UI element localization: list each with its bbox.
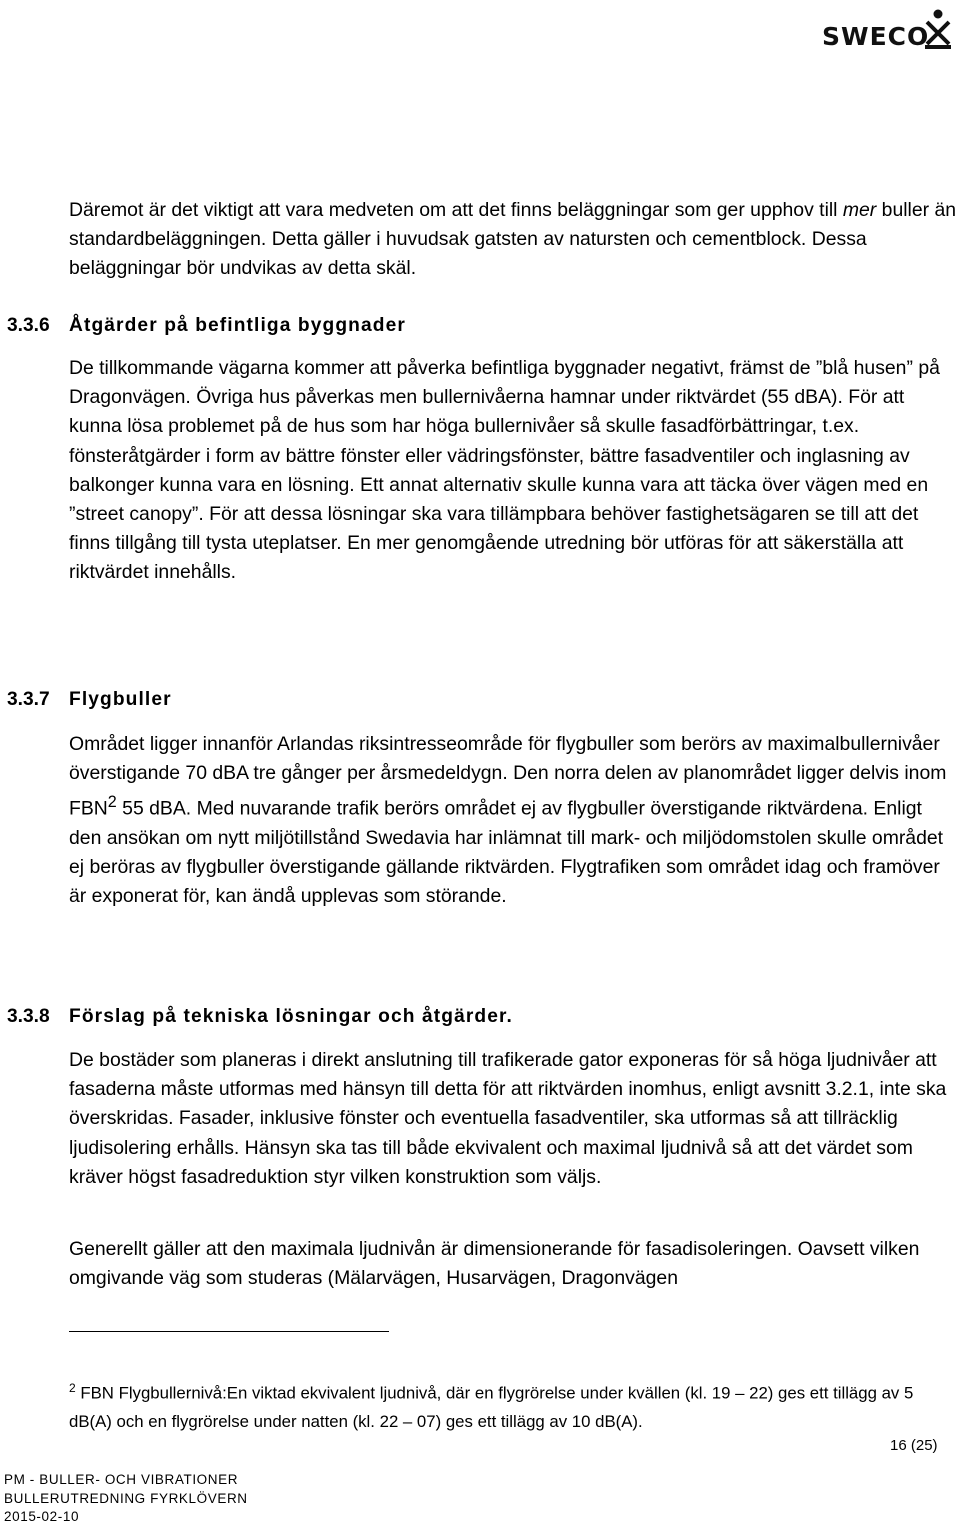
sweco-logo [822,8,958,52]
section-3-3-6-paragraph: De tillkommande vägarna kommer att påverka befintliga byggnader negativt, främst de ”blå husen” på Dragonvägen. Övriga hus påverkas men bullernivåerna hamnar under riktvärdet (55 dBA). För att kunna lösa problemet på de hus som har höga bullernivåer så skulle fasadförbättringar, t.ex. fönsteråtgärder i form av bättre fönster eller vädringsfönster, bättre fasadventiler och inglasning av balkonger kunna vara en lösning. Ett annat alternativ skulle kunna vara att täcka över vägen med en ”street canopy”. För att dessa lösningar ska vara tillämpbara behöver fastighetsägaren se till att det finns tillgång till tysta uteplatser. En mer genomgående utredning bör utföras för att säkerställa att riktvärdet innehålls. [69,357,940,584]
footnote [69,1374,959,1436]
footer-report-name: BULLERUTREDNING FYRKLÖVERN [4,1491,248,1506]
footnote-reference: 2 [107,793,117,812]
section-3-3-8-paragraph-2: Generellt gäller att den maximala ljudnivån är dimensionerande för fasadisoleringen. Oavsett vilken omgivande väg som studeras (Mälarvägen, Husarvägen, Dragonvägen [69,1238,920,1290]
footnote-separator [69,1331,389,1332]
sweco-logo-icon [919,8,957,50]
section-number: 3.3.7 [7,689,50,710]
flygbuller-text-start: Området ligger innanför Arlandas riksintresseområde för flygbuller som berörs av maximalbullernivåer överstigande 70 dBA tre gånger per årsmedeldygn. Den norra delen av planområdet ligger delvis inom FBN [69,733,947,820]
section-number: 3.3.8 [7,1006,50,1027]
intro-paragraph [69,196,959,284]
footnote-marker: 2 [69,1381,76,1395]
flygbuller-text-end: 55 dBA. Med nuvarande trafik berörs området ej av flygbuller överstigande riktvärdena. Enligt den ansökan om nytt miljötillstånd Swedavia har inlämnat till mark- och miljödomstolen skulle området ej beröras av flygbuller överstigande gällande riktvärden. Flygtrafiken som området idag och framöver är exponerat för, kan ändå upplevas som störande. [69,797,944,908]
footer-document-title: PM - BULLER- OCH VIBRATIONER [4,1472,239,1487]
page-number: 16 (25) [890,1437,938,1454]
section-3-3-7-paragraph [69,730,959,912]
section-title: Flygbuller [69,689,172,710]
section-heading-3-3-6 [7,314,406,338]
section-number: 3.3.6 [7,315,50,336]
intro-text-end: buller än standardbeläggningen. Detta gäller i huvudsak gatsten av natursten och cementblock. Dessa beläggningar bör undvikas av detta skäl. [69,199,957,280]
section-heading-3-3-7 [7,688,172,712]
footer-date: 2015-02-10 [4,1509,80,1524]
section-heading-3-3-8 [7,1005,513,1029]
intro-emphasis: mer [842,199,877,221]
intro-text-start: Däremot är det viktigt att vara medveten om att det finns beläggningar som ger upphov till [69,199,843,221]
section-title: Åtgärder på befintliga byggnader [69,315,406,336]
section-title: Förslag på tekniska lösningar och åtgärder. [69,1006,513,1027]
footnote-text: FBN Flygbullernivå:En viktad ekvivalent ljudnivå, där en flygrörelse under kvällen (kl. 19 – 22) ges ett tillägg av 5 dB(A) och en flygrörelse under natten (kl. 22 – 07) ges ett tillägg av 10 dB(A). [69,1383,914,1431]
logo-text: SWECO [822,22,930,51]
section-3-3-8-paragraph: De bostäder som planeras i direkt anslutning till trafikerade gator exponeras för så höga ljudnivåer att fasaderna måste utformas med hänsyn till detta för att riktvärden inomhus, enligt avsnitt 3.2.1, inte ska överskridas. Fasader, inklusive fönster och eventuella fasadventiler, ska utformas så att tillräcklig ljudisolering erhålls. Hänsyn ska tas till både ekvivalent och maximal ljudnivå så att det värdet som kräver högst fasadreduktion styr vilken konstruktion som väljs. [69,1049,947,1188]
